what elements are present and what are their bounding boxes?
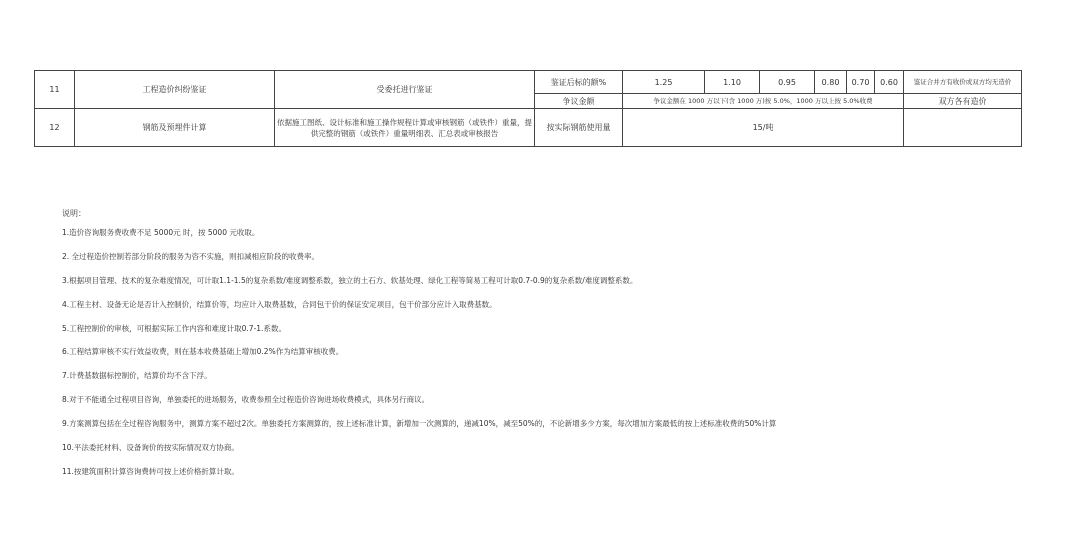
disputed-amount-label: 争议金额 xyxy=(535,94,623,109)
note-item: 10.平法委托材料、设备询价的按实际情况双方协商。 xyxy=(62,443,239,453)
note-item: 4.工程主材、设备无论是否计入控制价，结算价等，均应计入取费基数，合同包干价的保证安定项目，包干价部分应计入取费基数。 xyxy=(62,299,497,309)
row-number: 11 xyxy=(35,71,75,109)
note-item: 9.方案测算包括在全过程咨询服务中，测算方案不超过2次。单独委托方案测算的，按上述标准计算，新增加一次测算的，递减10%，减至50%的，不论新增多少方案，每次增加方案最低的按上述标准收费的50%计算 xyxy=(62,419,777,429)
disputed-amount-rule: 争议金额在 1000 万以下(含 1000 万)按 5.0%，1000 万以上按 5.0%收费 xyxy=(623,94,904,109)
table-row xyxy=(35,71,1022,94)
service-description: 依据施工图纸、设计标准和施工操作规程计算或审核钢筋（或铁件）重量，提供完整的钢筋（或铁件）重量明细表、汇总表或审核报告 xyxy=(275,109,535,147)
rate-cell: 1.10 xyxy=(705,71,760,94)
service-item: 钢筋及预埋件计算 xyxy=(75,109,275,147)
notes-section xyxy=(62,207,1022,484)
service-item: 工程造价纠纷鉴证 xyxy=(75,71,275,109)
rate-cell: 1.25 xyxy=(623,71,705,94)
table-row xyxy=(35,109,1022,147)
fee-base-label: 按实际钢筋使用量 xyxy=(535,109,623,147)
note-item: 6.工程结算审核不实行效益收费，则在基本收费基础上增加0.2%作为结算审核收费。 xyxy=(62,347,344,357)
unit-rate: 15/吨 xyxy=(623,109,904,147)
fee-base-label: 鉴证后标的额% xyxy=(535,71,623,94)
note-item: 2. 全过程造价控制若部分阶段的服务为咨不实施，则扣减相应阶段的收费率。 xyxy=(62,251,320,261)
note-item: 5.工程控制价的审核，可根据实际工作内容和难度计取0.7-1.系数。 xyxy=(62,323,286,333)
rate-cell: 0.95 xyxy=(760,71,815,94)
note-item: 8.对于不能通全过程项目咨询，单独委托的进场服务，收费参照全过程造价咨询进场收费模式，具体另行商议。 xyxy=(62,395,430,405)
note-item: 3.根据项目管理、技术的复杂难度情况，可计取1.1-1.5的复杂系数/难度调整系数，独立的土石方、软基处理、绿化工程等简易工程可计取0.7-0.9的复杂系数/难度调整系数。 xyxy=(62,275,638,285)
service-description: 受委托进行鉴证 xyxy=(275,71,535,109)
rate-cell: 0.70 xyxy=(847,71,875,94)
rate-remark: 鉴证合并方有收价或双方均无造价 xyxy=(904,71,1022,94)
note-item: 1.造价咨询服务费收费不足 5000元 时，按 5000 元收取。 xyxy=(62,228,260,237)
note-item: 7.计费基数据标控制价，结算价均不含下浮。 xyxy=(62,371,212,381)
rate-cell: 0.80 xyxy=(815,71,847,94)
fee-bearer: 双方各有造价 xyxy=(904,94,1022,109)
row-number: 12 xyxy=(35,109,75,147)
note-item: 11.按建筑面积计算咨询费转可按上述价格折算计取。 xyxy=(62,466,239,476)
notes-title: 说明： xyxy=(62,209,86,218)
empty-cell xyxy=(904,109,1022,147)
rate-cell: 0.60 xyxy=(875,71,904,94)
fee-table xyxy=(34,70,1022,147)
